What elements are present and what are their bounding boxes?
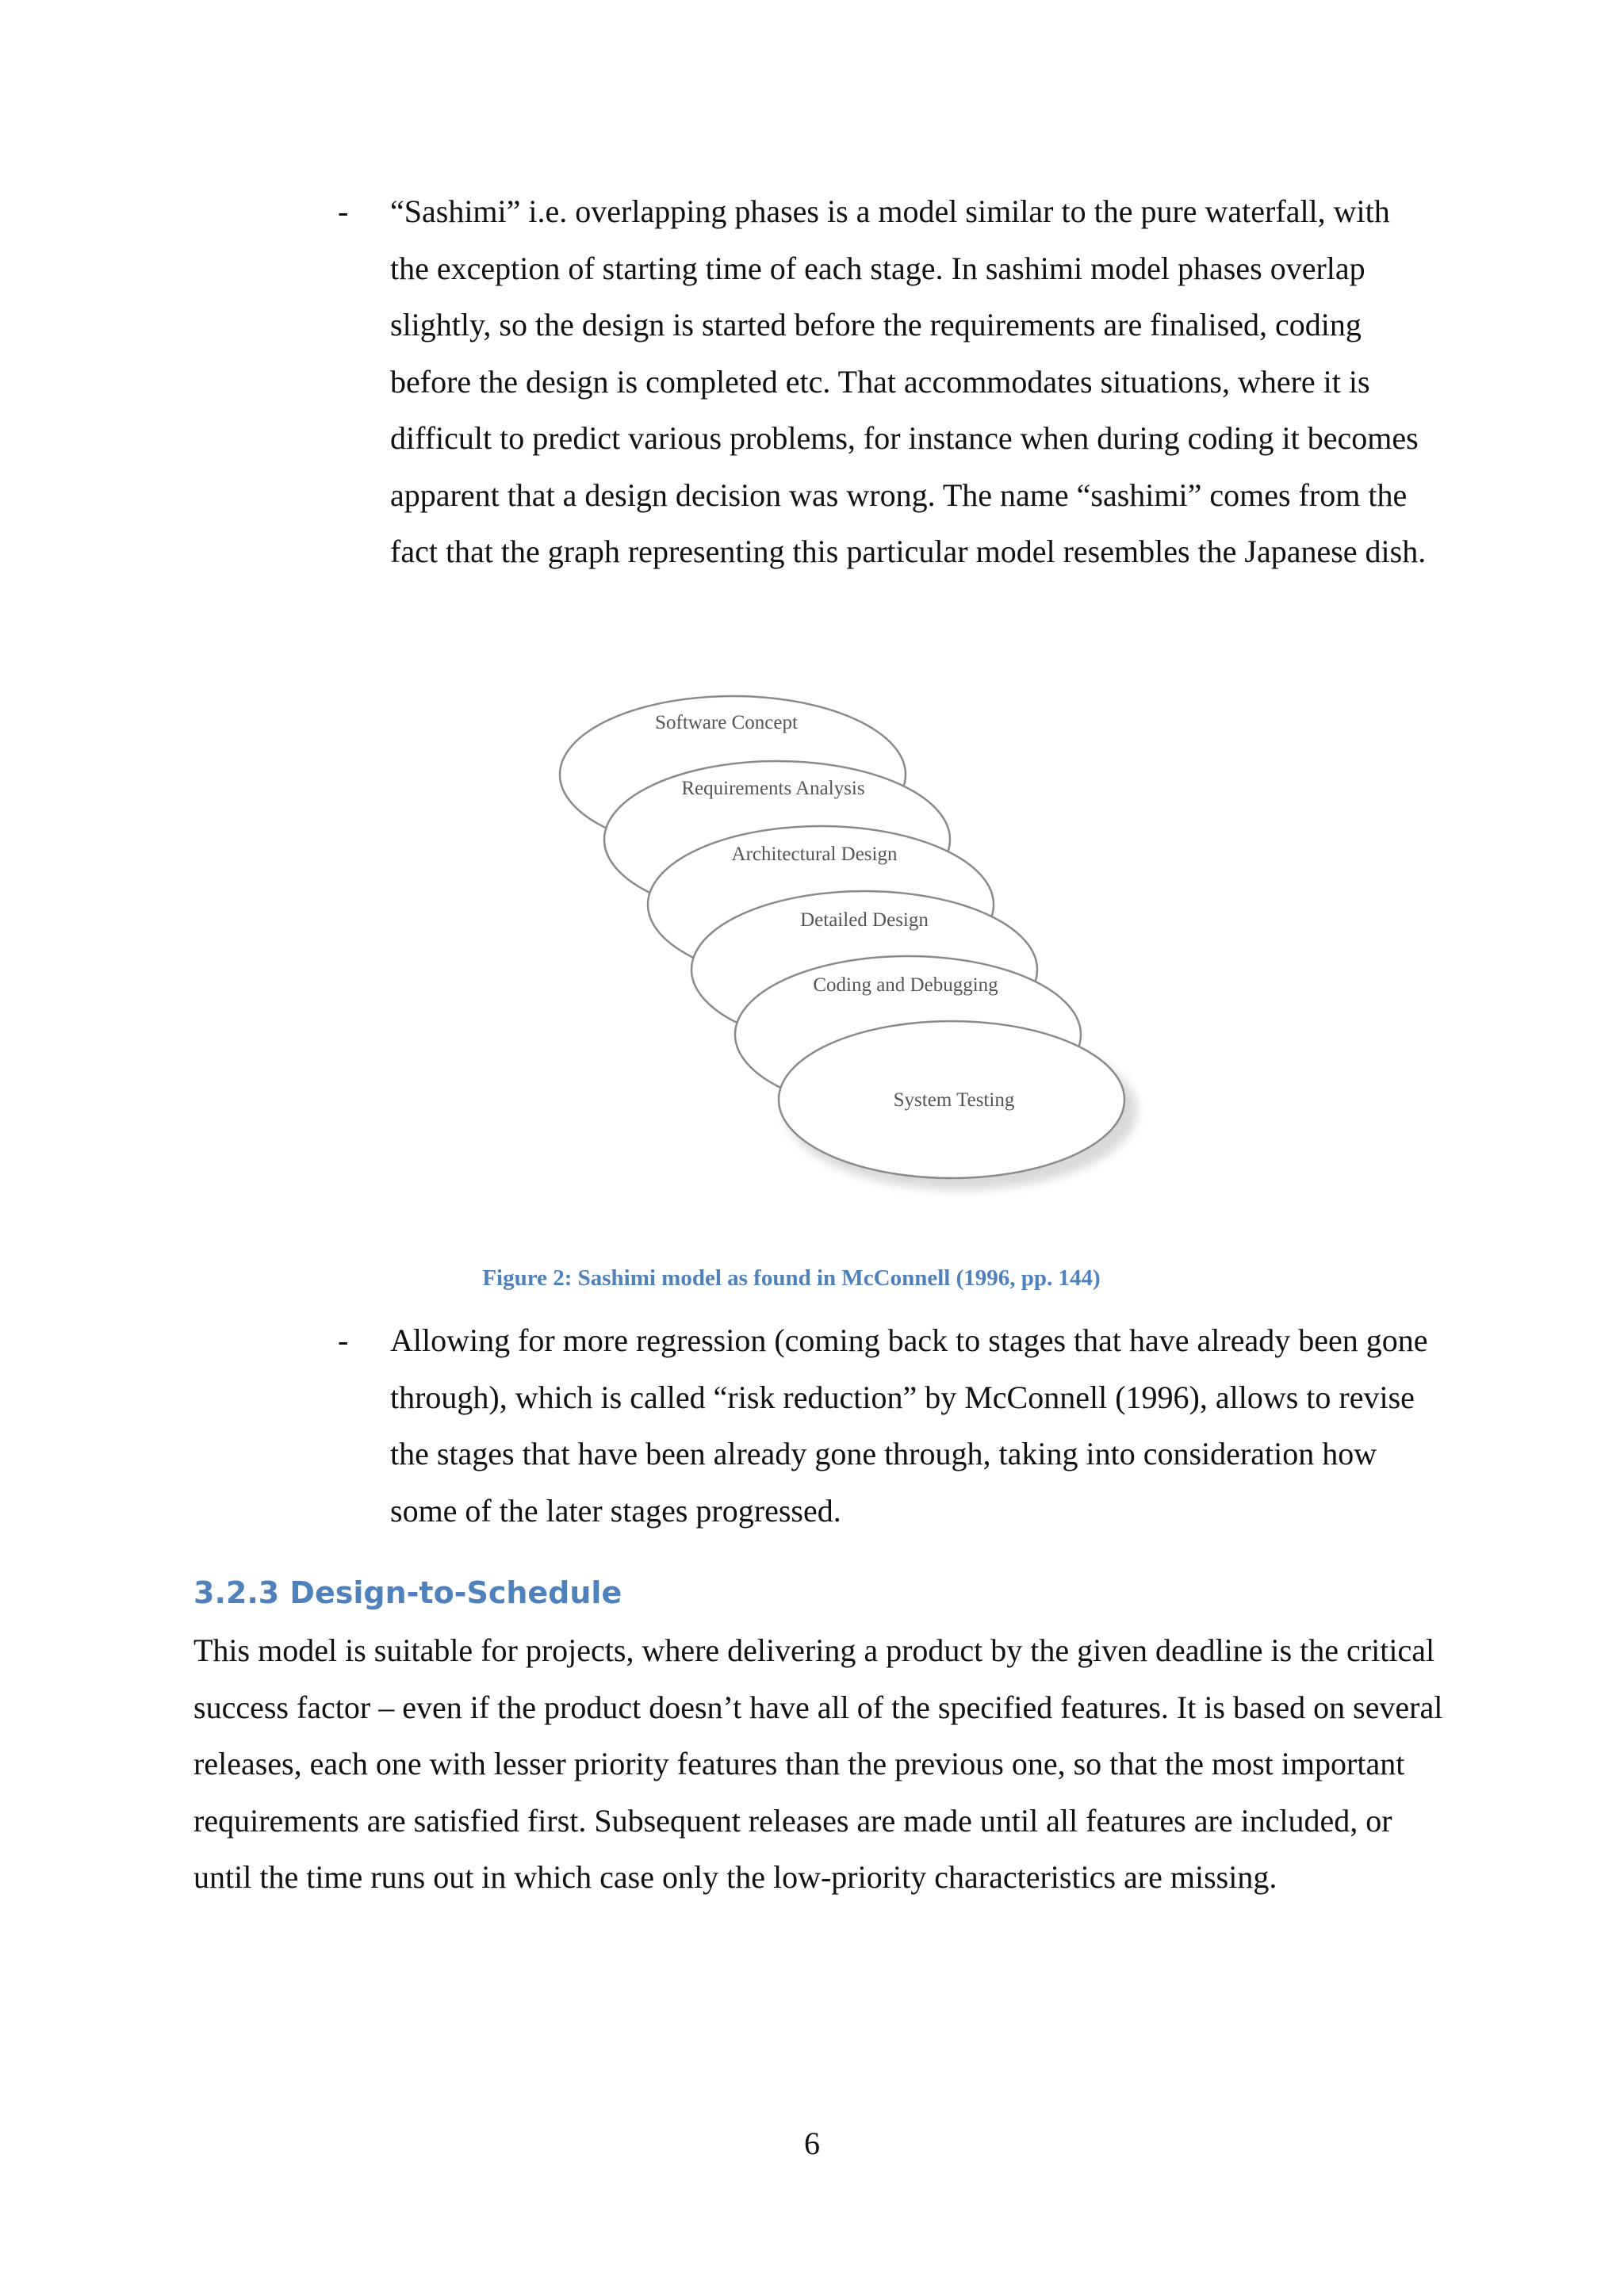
page-number: 6	[804, 2126, 820, 2161]
section-heading: 3.2.3 Design-to-Schedule	[193, 1575, 622, 1610]
figure-caption-text: Figure 2: Sashimi model as found in McConnell (1996, pp. 144)	[482, 1265, 1101, 1291]
stage-label: System Testing	[893, 1089, 1015, 1111]
stage-ellipse-system-testing	[779, 1021, 1124, 1178]
stage-label: Software Concept	[655, 712, 798, 733]
bullet-marker: -	[338, 1322, 349, 1358]
figure-caption	[0, 1265, 1624, 1292]
bullet-text-regression: Allowing for more regression (coming back to stages that have already been gone through), which is called “risk reduction” by McConnell (1996), allows to revise the stages that have been already gone through, taking into consideration how some of the later stages progressed.	[390, 1322, 1428, 1529]
bullet-marker: -	[338, 193, 349, 229]
stage-label: Architectural Design	[731, 844, 898, 865]
stage-label: Requirements Analysis	[681, 778, 865, 799]
stage-label: Detailed Design	[800, 909, 929, 931]
sashimi-diagram	[547, 678, 1150, 1217]
section-paragraph: This model is suitable for projects, where delivering a product by the given deadline is the critical success factor – even if the product doesn’t have all of the specified features. It is based on several releases, each one with lesser priority features than the previous one, so that the most important requirements are satisfied first. Subsequent releases are made until all features are included, or until the time runs out in which case only the low-priority characteristics are missing.	[193, 1632, 1443, 1895]
sashimi-model-figure	[547, 678, 1150, 1217]
stage-label: Coding and Debugging	[813, 974, 998, 996]
bullet-text-sashimi: “Sashimi” i.e. overlapping phases is a model similar to the pure waterfall, with the exception of starting time of each stage. In sashimi model phases overlap slightly, so the design is started before the requirements are finalised, coding before the design is completed etc. That accommodates situations, where it is difficult to predict various problems, for instance when during coding it becomes apparent that a design decision was wrong. The name “sashimi” comes from the fact that the graph representing this particular model resembles the Japanese dish.	[390, 193, 1427, 569]
